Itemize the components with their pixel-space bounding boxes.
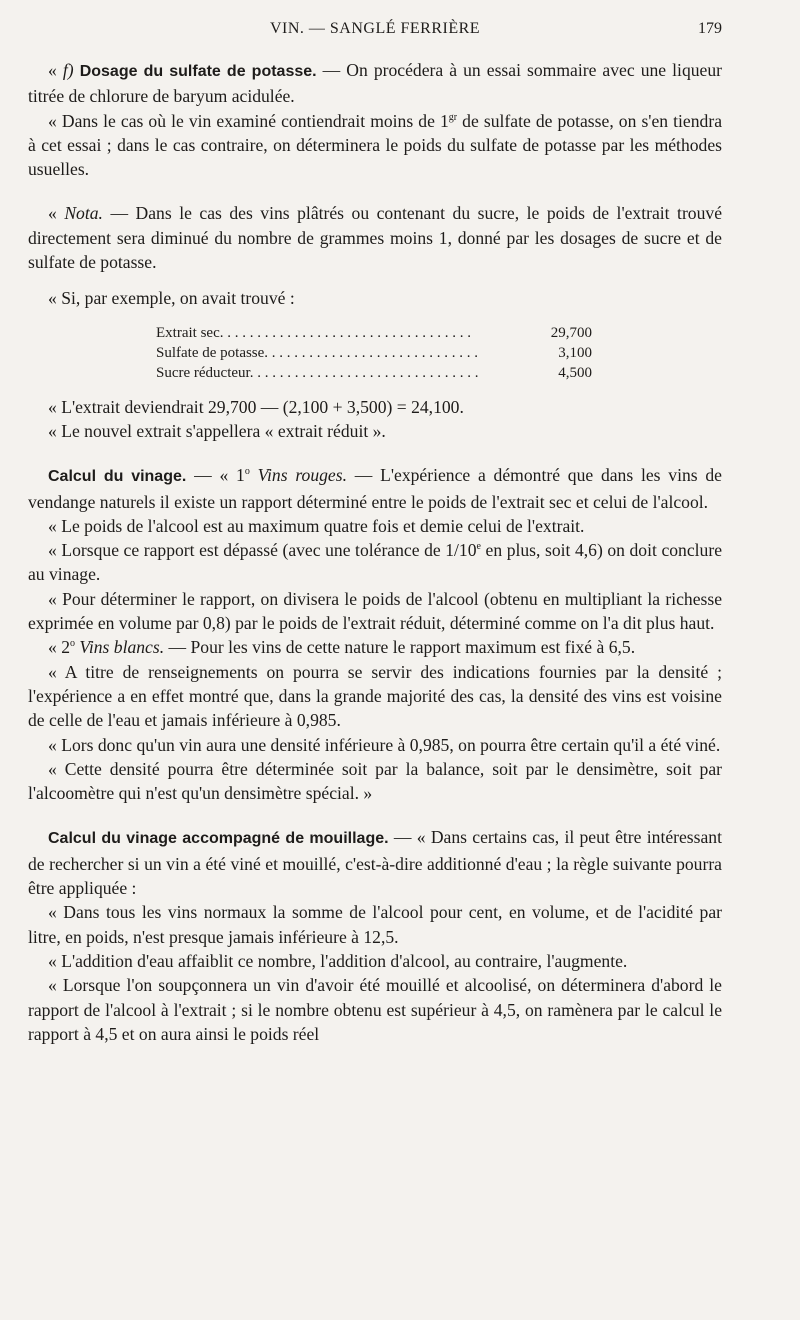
paragraph-mouillage: Calcul du vinage accompagné de mouillage. — « Dans certains cas, il peut être intéressant de rechercher si un vin a été viné et mouillé, c'est-à-dire additionné d'eau ; la règle suivante pourra être appliquée : (28, 827, 722, 899)
page-number: 179 (698, 20, 722, 37)
paragraph-nouvel-extrait: « Le nouvel extrait s'appellera « extrait réduit ». (48, 420, 386, 441)
section-heading-mouillage: Calcul du vinage accompagné de mouillage. (48, 830, 389, 848)
table-value: 4,500 (558, 364, 592, 381)
paragraph-determiner-rapport: « Pour déterminer le rapport, on divisera le poids de l'alcool (obtenu en multipliant la richesse exprimée en volume par 0,8) par le poids de l'extrait réduit, déterminé comme on l'a dit plus haut. (28, 588, 722, 634)
table-value: 3,100 (558, 344, 592, 361)
section-heading-sulfate: Dosage du sulfate de potasse. (73, 63, 317, 80)
table-label: Extrait sec. . . . . . . . . . . . . . . . . . . . . . . . . . . . . . . . . . (156, 324, 471, 341)
paragraph-soupconnera: « Lorsque l'on soupçonnera un vin d'avoir été mouillé et alcoolisé, on déterminera d'abord le rapport de l'alcool à l'extrait ; si le nombre obtenu est supérieur à 4,5, on ramènera par le calcul le rapport à 4,5 et on aura ainsi le poids réel (28, 975, 722, 1044)
paragraph-sulfate-dosage: « f) Dosage du sulfate de potasse. — On procédera à un essai sommaire avec une liqueur titrée de chlorure de baryum acidulée. (28, 60, 722, 107)
paragraph-extrait-deviendrait: « L'extrait deviendrait 29,700 — (2,100 + 3,500) = 24,100. (48, 396, 464, 417)
paragraph-poids-alcool: « Le poids de l'alcool est au maximum quatre fois et demie celui de l'extrait. (48, 515, 585, 536)
table-label: Sulfate de potasse. . . . . . . . . . . . . . . . . . . . . . . . . . . . . (156, 344, 479, 361)
paragraph-dans-le-cas: « Dans le cas où le vin examiné contiendrait moins de $1^{gr}$ de sulfate de potasse, on s'en tiendra à cet essai ; dans le cas contraire, on déterminera le poids du sulfate de potasse par les méthodes usuelles. (28, 110, 723, 180)
table-row (156, 343, 592, 363)
page-header (28, 20, 722, 44)
paragraph-calcul-vinage: Calcul du vinage. — « 1$^o$ Vins rouges. — L'expérience a démontré que dans les vins de vendange naturels il existe un rapport déterminé entre le poids de l'extrait sec et celui de l'alcool. (28, 465, 722, 512)
paragraph-densimetre: « Cette densité pourra être déterminée soit par la balance, soit par le densimètre, soit par l'alcoomètre qui n'est qu'un densimètre spécial. » (28, 758, 722, 804)
table-value: 29,700 (550, 324, 592, 341)
paragraph-addition-eau: « L'addition d'eau affaiblit ce nombre, l'addition d'alcool, au contraire, l'augmente. (48, 950, 628, 971)
paragraph-nota: « Nota. — Dans le cas des vins plâtrés ou contenant du sucre, le poids de l'extrait trouvé directement sera diminué du nombre de grammes moins 1, donné par les dosages de sucre et de sulfate de potasse. (28, 203, 723, 273)
page-body (28, 58, 722, 1046)
section-heading-vinage: Calcul du vinage. (48, 468, 187, 486)
table-label: Sucre réducteur. . . . . . . . . . . . . . . . . . . . . . . . . . . . . . . (156, 364, 479, 381)
table-row (156, 363, 592, 383)
paragraph-vins-normaux: « Dans tous les vins normaux la somme de l'alcool pour cent, en volume, et de l'acidité par litre, en poids, n'est presque jamais inférieure à 12,5. (28, 902, 722, 947)
paragraph-densite: « A titre de renseignements on pourra se servir des indications fournies par la densité ; l'expérience a en effet montré que, dans la grande majorité des cas, la densité des vins est voisine de celle de l'eau et jamais inférieure à 0,985. (28, 661, 722, 731)
paragraph-si-par-exemple: « Si, par exemple, on avait trouvé : (48, 288, 295, 309)
running-title: VIN. — SANGLÉ FERRIÈRE (269, 20, 481, 37)
values-table (156, 323, 592, 383)
paragraph-densite-inferieure: « Lors donc qu'un vin aura une densité inférieure à 0,985, on pourra être certain qu'il a été viné. (48, 734, 721, 755)
table-row (156, 323, 592, 343)
paragraph-vins-blancs: « 2$^o$ Vins blancs. — Pour les vins de cette nature le rapport maximum est fixé à 6,5. (48, 637, 636, 658)
paragraph-rapport-depasse: « Lorsque ce rapport est dépassé (avec une tolérance de 1/10e en plus, soit 4,6) on doit conclure au vinage. (28, 540, 723, 585)
